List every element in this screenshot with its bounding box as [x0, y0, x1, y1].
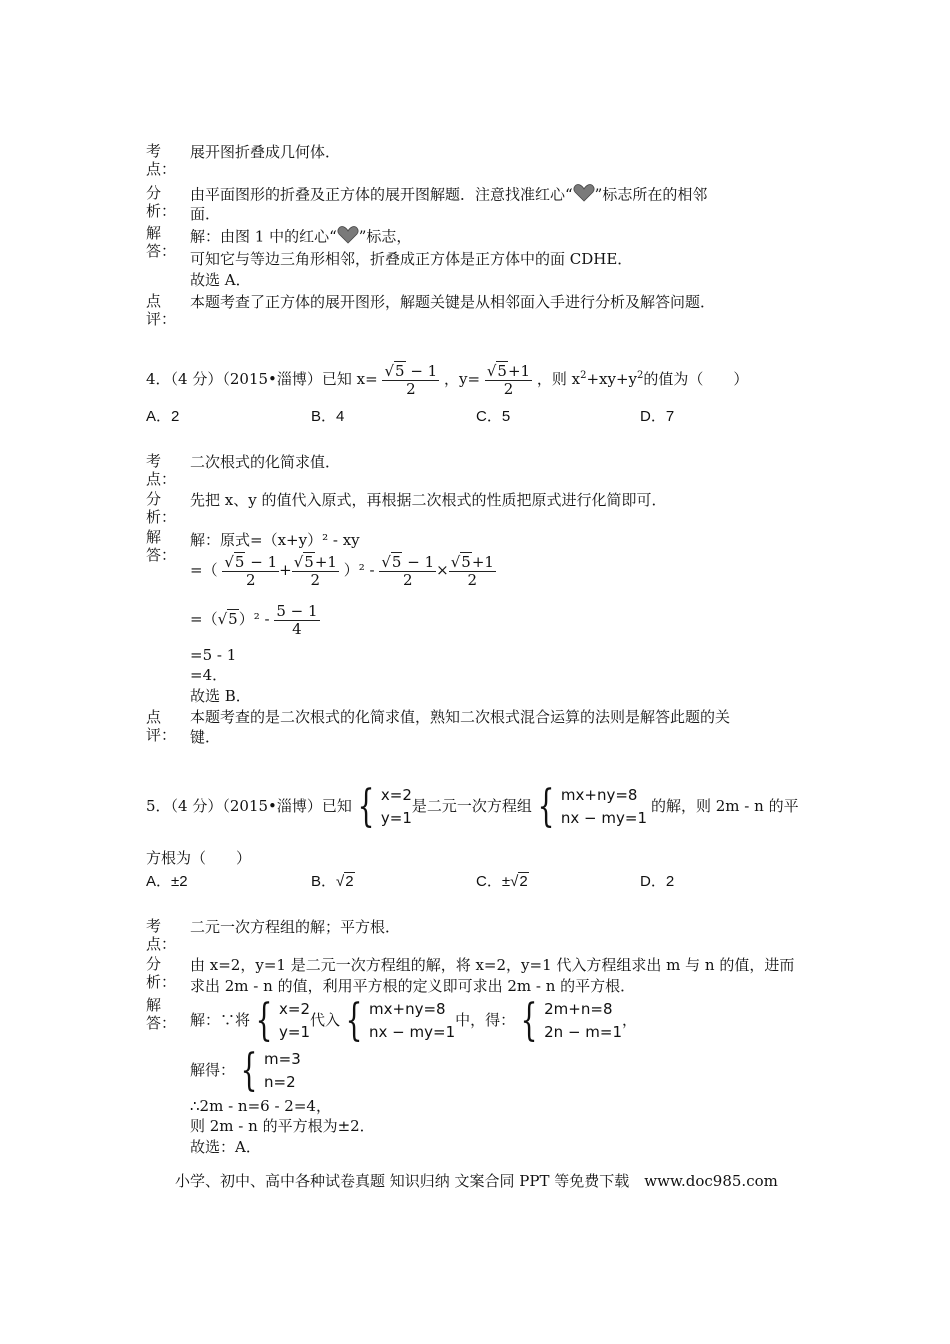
q5-stem-b: 是二元一次方程组 — [411, 797, 532, 815]
heart-icon — [573, 184, 595, 207]
q5-fenxi-label: 分析： — [146, 955, 177, 991]
q4-line2-b: ）² - — [343, 561, 375, 579]
q4-line3-den: 4 — [292, 619, 302, 638]
q4-fraction-x: $\frac{√5 - 1}{2}$ — [384, 361, 438, 398]
q5-sys2-eq2: nx − my=1 — [560, 809, 647, 827]
q4-frac2-tail: +1 — [507, 361, 531, 380]
q4-line2-frac3: $\frac{√5 - 1}{2}$ — [381, 552, 435, 589]
q5-option-b: B．√2 — [311, 873, 354, 890]
fenxi-line2: 面． — [190, 205, 221, 223]
q4-frac1-tail: − 1 — [405, 361, 438, 380]
q4-sup1: 2 — [580, 370, 587, 381]
q5-js1-eq2: y=1 — [279, 1023, 311, 1041]
q4-line2-frac4: $\frac{√5+1}{2}$ — [450, 552, 494, 589]
q4-line3-num: 5 − 1 — [276, 601, 318, 620]
q5-jieda-line1 — [190, 994, 637, 1046]
q4-frac1-radicand: 5 — [395, 361, 405, 380]
q5-option-c: C．±√2 — [476, 873, 528, 890]
q4-l2f3-den: 2 — [402, 570, 413, 589]
q4-fenxi-label: 分析： — [146, 490, 177, 526]
q4-stem — [146, 354, 748, 401]
q5-choose-line: 故选：A． — [190, 1138, 261, 1156]
q4-frac1-den: 2 — [406, 379, 416, 398]
q4-stem-a: 4．（4 分）（2015•淄博）已知 x= — [146, 370, 378, 388]
q5-jieda-b: 代入 — [310, 1011, 341, 1029]
jieda-text-b: ”标志， — [358, 227, 412, 246]
dianping-text: 本题考查了正方体的展开图形，解题关键是从相邻面入手进行分析及解答问题． — [190, 293, 716, 311]
q4-jieda-line5: =4． — [190, 666, 228, 684]
q5-js2-eq1: mx+ny=8 — [369, 1000, 446, 1018]
fenxi-text-a: 由平面图形的折叠及正方体的展开图解题．注意找准红心“ — [190, 185, 573, 204]
jieda-label: 解答： — [146, 224, 177, 260]
q4-fenxi-text: 先把 x、y 的值代入原式，再根据二次根式的性质把原式进行化简即可． — [190, 491, 667, 509]
q5-option-c-label: C．± — [476, 873, 511, 890]
q5-jiede-sys — [264, 1048, 301, 1094]
brace-icon: { — [357, 781, 375, 832]
q4-dianping-line2: 键． — [190, 728, 221, 746]
q4-fraction-y: $\frac{√5+1}{2}$ — [486, 361, 531, 398]
q4-option-c: C．5 — [476, 408, 511, 425]
brace-icon: { — [520, 995, 538, 1046]
q5-kaodian-label: 考点： — [146, 917, 177, 953]
q5-js1-eq1: x=2 — [279, 1000, 311, 1018]
q4-l2f2-tail: +1 — [314, 552, 337, 571]
q4-stem-d: +xy+y — [586, 370, 638, 388]
q5-js3-eq1: 2m+n=8 — [544, 1000, 613, 1018]
q5-fenxi-line2: 求出 2m - n 的值，利用平方根的定义即可求出 2m - n 的平方根． — [190, 977, 636, 995]
q4-line3-frac — [274, 603, 319, 638]
q5-sys2-eq1: mx+ny=8 — [560, 786, 638, 804]
q5-jiede-line — [190, 1044, 301, 1096]
q5-jiede-eq2: n=2 — [264, 1073, 296, 1091]
q4-l2f3-rad: 5 — [391, 552, 402, 571]
brace-icon: { — [537, 781, 555, 832]
q4-dianping-line1: 本题考查的是二次根式的化简求值，熟知二次根式混合运算的法则是解答此题的关 — [190, 708, 731, 726]
q4-line3-b: ）² - — [238, 610, 270, 628]
q5-jieda-sys1 — [279, 998, 310, 1044]
q4-line2-frac2: $\frac{√5+1}{2}$ — [293, 552, 337, 589]
kaodian-text: 展开图折叠成几何体． — [190, 143, 341, 161]
footer-text: 小学、初中、高中各种试卷真题 知识归纳 文案合同 PPT 等免费下载 www.doc985.com — [175, 1172, 778, 1190]
q4-l2f1-den: 2 — [245, 570, 256, 589]
q5-option-a: A．±2 — [146, 873, 188, 890]
heart-icon — [337, 226, 359, 249]
q4-l2f1-tail: − 1 — [245, 552, 278, 571]
q4-jieda-line2: =（ $\frac{√5 - 1}{2}$ + $\frac{√5+1}{2}$ ）² - $\frac{√5 - 1}{2}$ × $\frac{√5+1}{2}$ — [190, 552, 494, 589]
q4-stem-e: 的值为（ ） — [643, 370, 749, 388]
q5-sys1-eq1: x=2 — [380, 786, 412, 804]
q4-option-a: A．2 — [146, 408, 180, 425]
jieda-line1 — [190, 226, 411, 249]
q4-jieda-line4: =5 - 1 — [190, 646, 237, 664]
fenxi-line — [190, 184, 707, 207]
q5-kaodian-text: 二元一次方程组的解；平方根． — [190, 918, 401, 936]
fenxi-text-b: ”标志所在的相邻 — [594, 185, 708, 204]
q4-frac2-radicand: 5 — [497, 361, 507, 380]
q5-js3-eq2: 2n − m=1 — [544, 1023, 623, 1041]
q4-line2-frac1: $\frac{√5 - 1}{2}$ — [224, 552, 278, 589]
q4-l2f2-den: 2 — [310, 570, 321, 589]
q4-l2f4-den: 2 — [467, 570, 478, 589]
q4-line3-a: =（ — [190, 610, 218, 628]
jieda-line2: 可知它与等边三角形相邻，折叠成正方体是正方体中的面 CDHE． — [190, 250, 633, 268]
q4-stem-b: ，y= — [444, 370, 481, 388]
q4-jieda-line3: =（√5）² - $\frac{5 - 1}{4}$ — [190, 601, 318, 638]
q4-option-d: D．7 — [640, 408, 675, 425]
q5-system2 — [561, 784, 647, 830]
q4-l2f1-rad: 5 — [234, 552, 245, 571]
q4-l2f2-rad: 5 — [304, 552, 314, 571]
q4-line2-a: =（ — [190, 561, 218, 579]
q4-frac2-den: 2 — [503, 379, 514, 398]
q5-stem-line2: 方根为（ ） — [146, 849, 252, 867]
q4-stem-c: ，则 x — [536, 370, 581, 388]
q5-js2-eq2: nx − my=1 — [369, 1023, 456, 1041]
q5-jiede-eq1: m=3 — [264, 1050, 301, 1068]
brace-icon: { — [345, 995, 363, 1046]
q4-kaodian-label: 考点： — [146, 452, 177, 488]
q4-jieda-line6: 故选 B． — [190, 687, 251, 705]
q5-sys1-eq2: y=1 — [380, 809, 412, 827]
q5-stem-c: 的解，则 2m - n 的平 — [651, 797, 799, 815]
q4-line3-sqrt: 5 — [228, 610, 238, 628]
q5-option-b-label: B． — [311, 873, 337, 890]
q5-jieda-a: 解：∵将 — [190, 1011, 251, 1029]
q4-dianping-label: 点评： — [146, 708, 177, 744]
q5-option-c-rad: 2 — [519, 873, 528, 890]
q5-fenxi-line1: 由 x=2，y=1 是二元一次方程组的解，将 x=2，y=1 代入方程组求出 m 与 n 的值，进而 — [190, 956, 795, 974]
q4-jieda-label: 解答： — [146, 528, 177, 564]
jieda-line3: 故选 A． — [190, 271, 251, 289]
q5-therefore-line: ∴2m - n=6 - 2=4， — [190, 1097, 331, 1115]
jieda-text-a: 解：由图 1 中的红心“ — [190, 227, 337, 246]
q4-kaodian-text: 二次根式的化简求值． — [190, 453, 341, 471]
q5-jieda-sys2 — [369, 998, 455, 1044]
kaodian-label: 考点： — [146, 142, 177, 178]
brace-icon: { — [240, 1045, 258, 1096]
q4-l2f4-rad: 5 — [461, 552, 471, 571]
q5-jieda-sys3 — [544, 998, 622, 1044]
q5-stem-a: 5．（4 分）（2015•淄博）已知 — [146, 797, 352, 815]
q4-sup2: 2 — [637, 370, 644, 381]
dianping-label: 点评： — [146, 292, 177, 328]
q5-option-b-rad: 2 — [345, 873, 354, 890]
q4-l2f4-tail: +1 — [471, 552, 494, 571]
q5-system1 — [381, 784, 412, 830]
q5-stem — [146, 780, 799, 832]
q4-l2f3-tail: − 1 — [402, 552, 435, 571]
q5-jieda-d: ， — [622, 1011, 638, 1029]
q5-option-d: D．2 — [640, 873, 675, 890]
q5-jiede-label: 解得： — [190, 1061, 236, 1079]
q4-option-b: B．4 — [311, 408, 345, 425]
fenxi-label: 分析： — [146, 184, 177, 220]
q5-jieda-c: 中，得： — [455, 1011, 516, 1029]
q5-then-line: 则 2m - n 的平方根为±2． — [190, 1117, 375, 1135]
q5-jieda-label: 解答： — [146, 996, 177, 1032]
q4-jieda-line1: 解：原式=（x+y）² - xy — [190, 531, 360, 549]
brace-icon: { — [255, 995, 273, 1046]
